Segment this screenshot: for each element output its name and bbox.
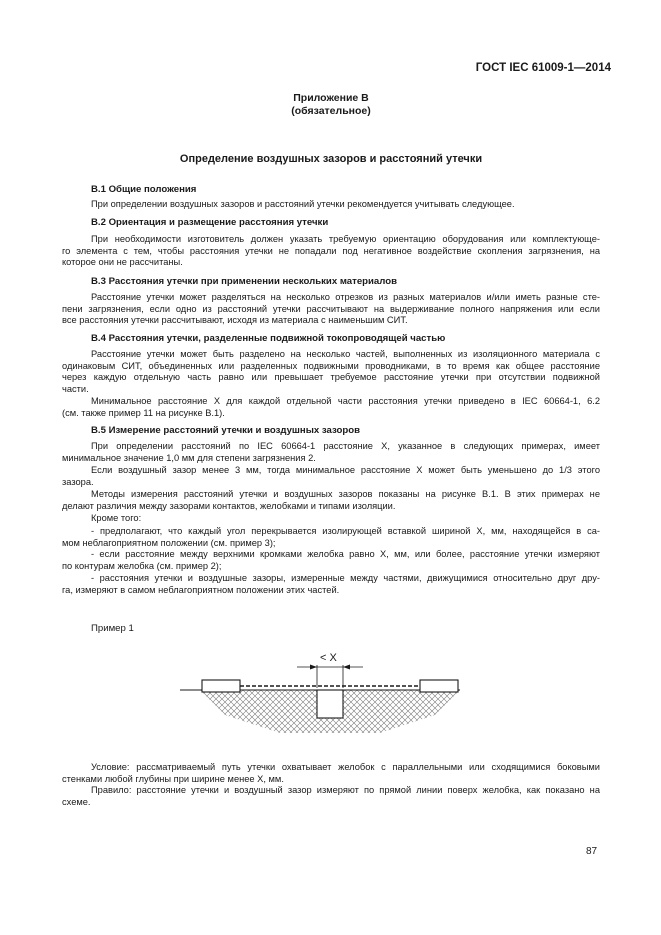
standard-designation: ГОСТ IEC 61009-1—2014 (475, 62, 611, 74)
dimension-label: < X (320, 652, 337, 664)
text-line: - предполагают, что каждый угол перекрывается изолирующей вставкой шириной X, мм, находящейся в са- (91, 526, 600, 536)
groove (317, 690, 343, 718)
text-line: Если воздушный зазор менее 3 мм, тогда минимальное расстояние X может быть уменьшено до 1/3 этого (91, 465, 600, 475)
text-line: части. (62, 383, 89, 394)
page-number: 87 (586, 846, 598, 857)
example-condition (62, 762, 600, 785)
paragraph-b5-5 (62, 526, 600, 549)
text-line: по контурам желобка (см. пример 2); (62, 560, 222, 571)
text-line: га, измеряют в самом неблагоприятном положении этих частей. (62, 584, 340, 595)
right-conductor (420, 680, 458, 692)
text-line: го элемента с тем, чтобы расстояния утечки не попадали под негативное воздействие скопления загрязнения, на (62, 245, 600, 256)
text-line: которое они не рассчитаны. (62, 257, 183, 268)
text-line: делают различия между зазорами контактов, желобками и типами изоляции. (62, 500, 396, 511)
paragraph-b5-3 (62, 489, 600, 512)
text-line: - если расстояние между верхними кромками желобка равно X, мм, или более, расстояние утечки измеряют (91, 549, 600, 559)
paragraph-b3 (62, 292, 600, 327)
text-line: зазора. (62, 476, 94, 487)
appendix-status: (обязательное) (291, 105, 371, 117)
paragraph-b2 (62, 234, 600, 269)
paragraph-b4-2 (62, 396, 600, 419)
example-rule (62, 785, 600, 808)
text-line: пени загрязнения, если одно из расстояний утечки рассчитывают на выдерживание полного напряжения или если (62, 303, 600, 314)
paragraph-b5-4: Кроме того: (91, 513, 142, 523)
section-heading-b3: В.3 Расстояния утечки при применении нескольких материалов (91, 276, 397, 287)
text-line: Методы измерения расстояний утечки и воздушных зазоров показаны на рисунке В.1. В этих примерах не (91, 489, 600, 499)
paragraph-b1: При определении воздушных зазоров и расстояний утечки рекомендуется учитывать следующее. (91, 199, 515, 209)
text-line: Расстояние утечки может быть разделено на несколько частей, выполненных из изоляционного материала с (91, 349, 600, 359)
text-line: схеме. (62, 796, 91, 807)
paragraph-b5-2 (62, 465, 600, 488)
text-line: (см. также пример 11 на рисунке В.1). (62, 407, 225, 418)
example-label: Пример 1 (91, 623, 134, 634)
text-line: Условие: рассматриваемый путь утечки охватывает желобок с параллельными или сходящимися боковыми (91, 762, 600, 772)
paragraph-b5-6 (62, 549, 600, 572)
appendix-title: Приложение В (293, 92, 369, 104)
text-line: Минимальное расстояние X для каждой отдельной части расстояния утечки приведено в IEC 60664-1, 6.2 (91, 396, 600, 406)
text-line: мом неблагоприятном положении (см. пример 3); (62, 537, 276, 548)
text-line: При необходимости изготовитель должен указать требуемую ориентацию оборудования или комплектующе- (91, 234, 600, 244)
paragraph-b5-7 (62, 573, 600, 596)
section-heading-b1: В.1 Общие положения (91, 184, 197, 195)
text-line: Расстояние утечки может разделяться на несколько отрезков из разных материалов и/или иметь разные сте- (91, 292, 600, 302)
section-heading-b4: В.4 Расстояния утечки, разделенные подвижной токопроводящей частью (91, 333, 446, 344)
text-line: стенками любой глубины при ширине менее X, мм. (62, 773, 284, 784)
text-line: все расстояния утечки рассчитывают, исходя из материала с наименьшим СИТ. (62, 315, 408, 326)
paragraph-b5-1 (62, 441, 600, 464)
section-heading-b2: В.2 Ориентация и размещение расстояния утечки (91, 217, 329, 228)
main-title: Определение воздушных зазоров и расстояний утечки (179, 153, 483, 165)
section-heading-b5: В.5 Измерение расстояний утечки и воздушных зазоров (91, 425, 361, 436)
text-line: одинаковым СИТ, объединенных или разделенных подвижными проводниками, в то время как общее расстояние (62, 360, 600, 371)
dimension-arrowhead-left (310, 665, 317, 670)
paragraph-b4-1 (62, 349, 600, 395)
example-1-figure (180, 645, 480, 755)
text-line: через каждую отдельную часть равно или превышает требуемое расстояние утечки при отсутствии подвижной (62, 372, 600, 383)
text-line: Правило: расстояние утечки и воздушный зазор измеряют по прямой линии поверх желобка, как показано на (91, 785, 600, 795)
text-line: - расстояния утечки и воздушные зазоры, измеренные между частями, движущимися относительно друг дру- (91, 573, 600, 583)
left-conductor (202, 680, 240, 692)
text-line: При определении расстояний по IEC 60664-1 расстояние X, указанное в следующих примерах, имеет (91, 441, 600, 451)
text-line: минимальное значение 1,0 мм для степени загрязнения 2. (62, 452, 316, 463)
dimension-arrowhead-right (343, 665, 350, 670)
